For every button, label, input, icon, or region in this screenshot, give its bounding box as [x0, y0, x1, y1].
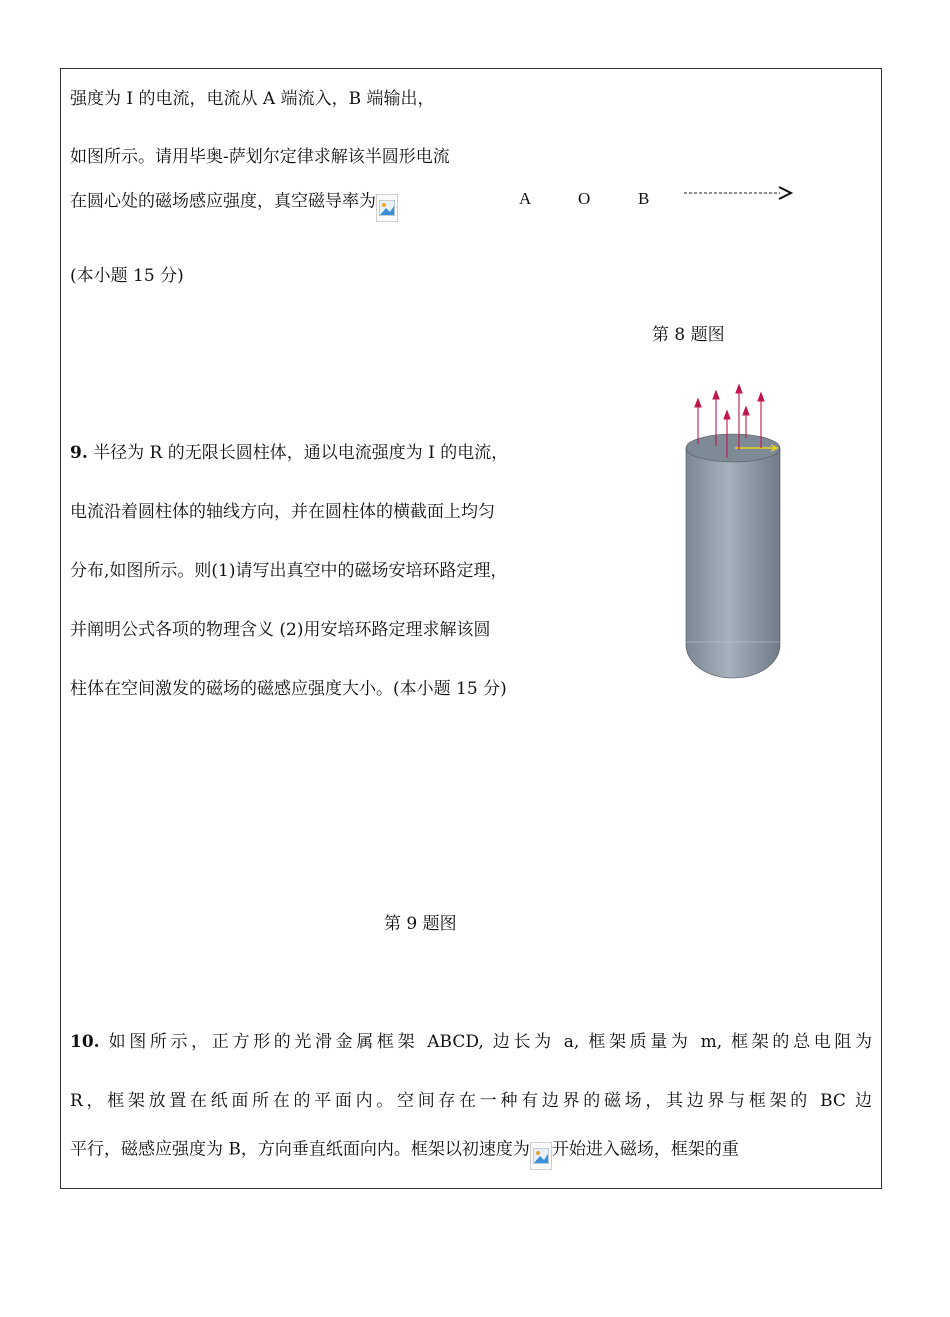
q9-line-2: 电流沿着圆柱体的轴线方向，并在圆柱体的横截面上均匀 — [70, 502, 495, 522]
q8-line-3 — [70, 188, 398, 216]
image-placeholder-icon — [530, 1142, 552, 1170]
q9-caption: 第 9 题图 — [384, 914, 457, 934]
q10-line-1-text: 如图所示，正方形的光滑金属框架 ABCD, 边长为 a, 框架质量为 m, 框架的总电阻为 — [99, 1032, 872, 1052]
q10-line-3-text-a: 平行，磁感应强度为 B，方向垂直纸面向内。框架以初速度为 — [70, 1139, 530, 1160]
q8-line-3-text: 在圆心处的磁场感应强度，真空磁导率为 — [70, 191, 376, 212]
q9-number: 9. — [70, 443, 88, 463]
label-a: A — [519, 189, 532, 208]
label-b: B — [638, 189, 650, 208]
q9-line-4: 并阐明公式各项的物理含义 (2)用安培环路定理求解该圆 — [70, 620, 491, 640]
q10-line-2: R，框架放置在纸面所在的平面内。空间存在一种有边界的磁场，其边界与框架的 BC 边 — [70, 1091, 872, 1111]
q10-number: 10. — [70, 1032, 100, 1052]
image-placeholder-icon — [376, 194, 398, 222]
q9-line-5: 柱体在空间激发的磁场的磁感应强度大小。(本小题 15 分) — [70, 679, 507, 699]
arrow-right-icon — [684, 184, 796, 204]
q10-line-1 — [70, 1032, 872, 1052]
q8-line-2: 如图所示。请用毕奥-萨划尔定律求解该半圆形电流 — [70, 147, 450, 167]
q9-line-1-text: 半径为 R 的无限长圆柱体，通以电流强度为 I 的电流， — [87, 443, 509, 463]
q8-points: (本小题 15 分) — [70, 266, 184, 286]
q10-line-3 — [70, 1136, 739, 1164]
q9-line-3: 分布,如图所示。则(1)请写出真空中的磁场安培环路定理， — [70, 561, 508, 581]
q8-caption: 第 8 题图 — [652, 325, 725, 345]
q9-line-1 — [70, 443, 508, 463]
q8-line-1: 强度为 I 的电流，电流从 A 端流入，B 端输出， — [70, 89, 435, 109]
cylinder-figure — [680, 380, 790, 685]
q10-line-3-text-b: 开始进入磁场，框架的重 — [551, 1139, 739, 1160]
label-o: O — [578, 189, 591, 208]
